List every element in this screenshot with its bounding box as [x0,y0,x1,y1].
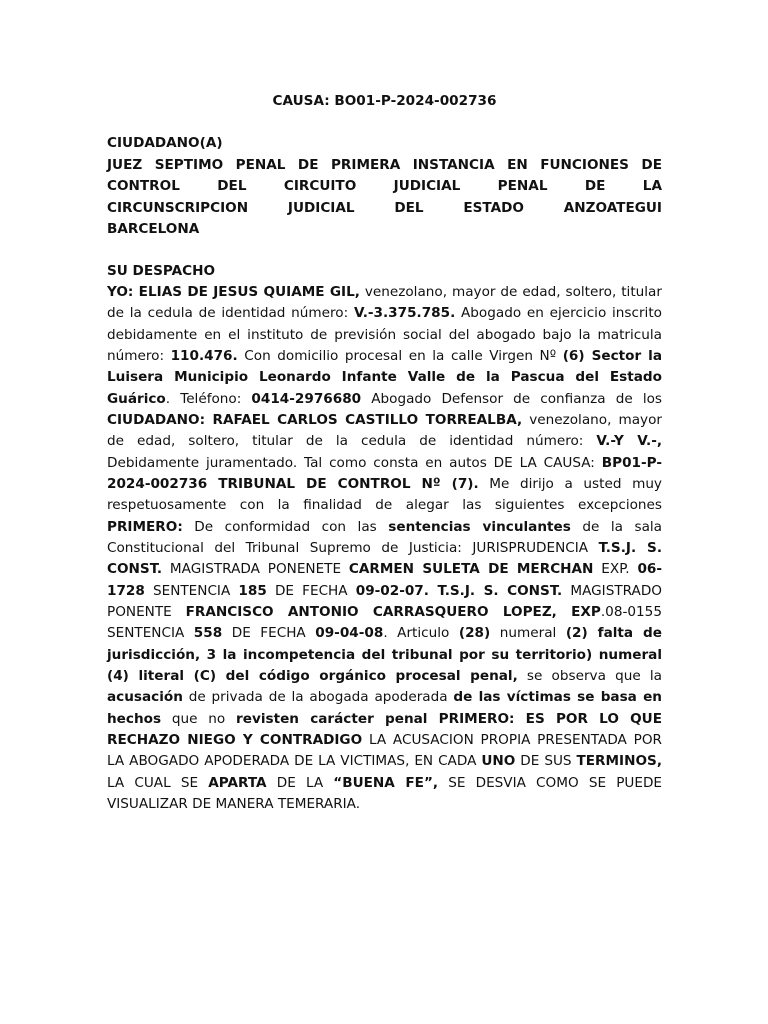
body-bold: TERMINOS, [576,753,662,770]
body-text: SENTENCIA [144,582,239,599]
body-text: DE FECHA [222,625,316,642]
body-text: DE SUS [515,753,577,770]
body-bold: (6) Sector la Luisera Municipio Leonardo Infante Valle de la Pascua del Estado Guárico [107,347,662,407]
body-text: Me dirijo a usted muy respetuosamente con la finalidad de alegar las siguientes excepciones [107,475,662,514]
body-text: de privada de la abogada apoderada [182,689,454,706]
body-text: venezolano, mayor de edad, soltero, titular de la cedula de identidad número: [107,411,662,450]
body-bold: V.-Y V.-, [596,433,662,450]
addressee-line: CONTROL DEL CIRCUITO JUDICIAL PENAL DE LA [107,178,662,194]
body-bold: de las víctimas se basa en hechos [107,689,662,727]
body-text: De conformidad con las [182,518,389,535]
body-text: venezolano, mayor de edad, soltero, titular de la cedula de identidad número: [107,284,662,322]
body-bold: sentencias vinculantes [388,518,571,535]
body-text: .08-0155 SENTENCIA [107,603,662,642]
body-text: que no [161,710,237,727]
body-text: . Articulo [383,625,459,642]
body-paragraph [107,282,662,815]
addressee-line: CIUDADANO(A) [107,135,223,151]
body-bold: 110.476. [170,347,238,364]
addressee-line: BARCELONA [107,221,200,237]
body-text: LA CUAL SE [107,774,209,791]
body-bold: acusación [107,689,183,706]
body-text: se observa que la [517,667,662,684]
body-bold: YO: ELIAS DE JESUS QUIAME GIL, [107,284,360,300]
body-bold: (2) falta de jurisdicción, 3 la incompetencia del tribunal por su territorio) numeral (4) literal (C) del código orgánico procesal penal, [107,625,662,684]
body-text: LA ACUSACION PROPIA PRESENTADA POR LA ABOGADO APODERADA DE LA VICTIMAS, EN CADA [107,731,662,770]
body-bold: UNO [481,753,516,770]
body-text: Abogado en ejercicio inscrito debidamente en el instituto de previsión social del abogado bajo la matricula número: [107,305,662,364]
body-bold: 06-1728 [107,561,663,599]
body-text: de la sala Constitucional del Tribunal Supremo de Justicia: JURISPRUDENCIA [107,518,663,556]
body-bold: BP01-P-2024-002736 TRIBUNAL DE CONTROL Nº (7). [107,454,662,492]
body-bold: 09-02-07. T.S.J. S. CONST. [355,582,563,599]
body-bold: V.-3.375.785. [353,305,456,322]
addressee-line: JUEZ SEPTIMO PENAL DE PRIMERA INSTANCIA EN FUNCIONES DE [107,156,662,173]
body-bold: CARMEN SULETA DE MERCHAN [348,561,594,578]
body-bold: 558 [193,625,223,642]
body-bold: T.S.J. S. CONST. [107,539,662,578]
addressee-block [107,133,662,241]
body-text: DE LA [266,774,334,791]
body-bold: FRANCISCO ANTONIO CARRASQUERO LOPEZ, EXP [185,603,601,620]
body-text: Con domicilio procesal en la calle Virgen Nº [237,347,563,364]
body-bold: APARTA [208,774,267,791]
body-bold: 09-04-08 [315,625,384,642]
body-bold: (28) [458,625,491,642]
body-text: DE FECHA [266,582,356,599]
addressee-line: CIRCUNSCRIPCION JUDICIAL DEL ESTADO ANZOATEGUI [107,199,662,216]
body-bold: PRIMERO: [107,518,183,535]
body-text: MAGISTRADA PONENETE [162,561,349,578]
body-text: MAGISTRADO PONENTE [107,582,662,620]
body-text: . Teléfono: [165,390,252,407]
body-bold: revisten carácter penal PRIMERO: ES POR LO QUE RECHAZO NIEGO Y CONTRADIGO [107,710,662,748]
body-bold: 0414-2976680 [251,390,362,407]
body-bold: 185 [238,582,267,599]
body-bold: “BUENA FE”, [333,774,439,791]
body-text: numeral [490,625,566,642]
body-text: Debidamente juramentado. Tal como consta en autos DE LA CAUSA: [107,454,602,471]
case-number-title: CAUSA: BO01-P-2024-002736 [272,93,497,109]
despacho-heading: SU DESPACHO [107,263,216,279]
body-text: Abogado Defensor de confianza de los [361,390,662,407]
body-bold: CIUDADANO: RAFAEL CARLOS CASTILLO TORREALBA, [107,411,523,428]
body-text: SE DESVIA COMO SE PUEDE VISUALIZAR DE MANERA TEMERARIA. [107,774,663,812]
body-text: EXP. [593,561,638,578]
